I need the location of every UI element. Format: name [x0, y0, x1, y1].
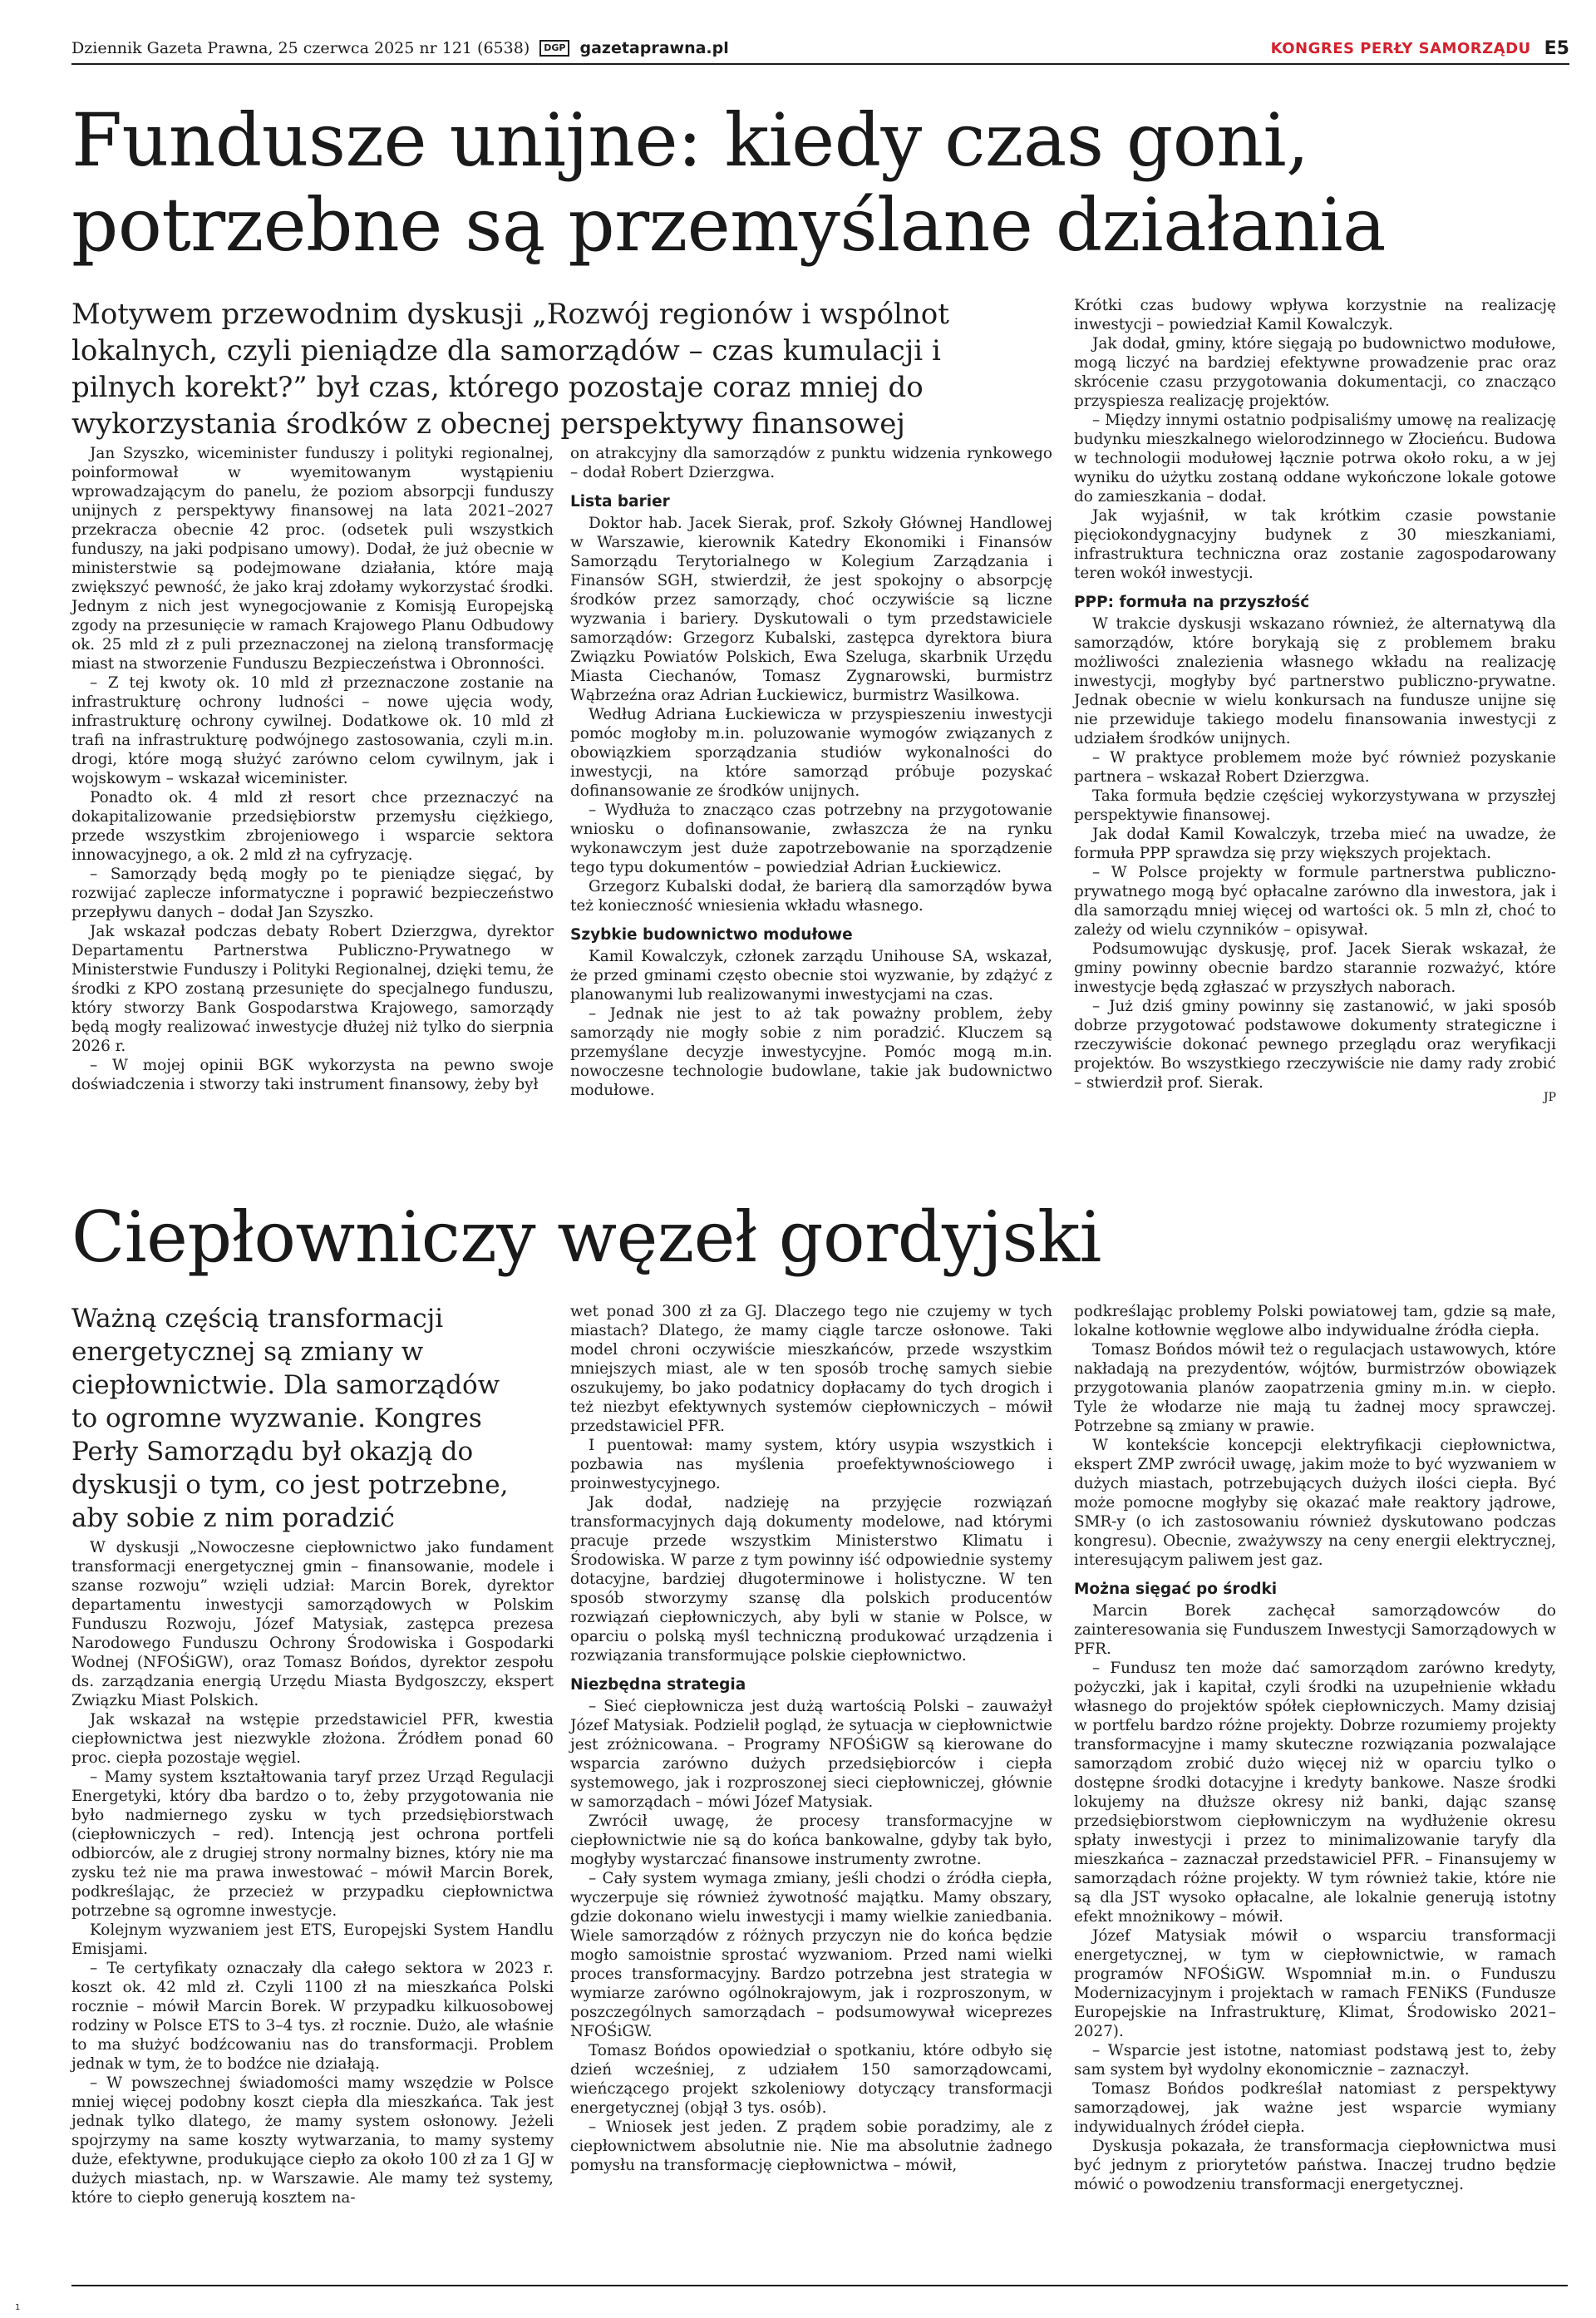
- subheading-budownictwo: Szybkie budownictwo modułowe: [570, 926, 853, 944]
- subheading-lista-barier: Lista barier: [570, 493, 670, 510]
- paragraph: Kolejnym wyzwaniem jest ETS, Europejski System Handlu Emisjami.: [71, 1921, 554, 1958]
- author-signature: JP: [1543, 1091, 1556, 1104]
- paragraph: Jak wskazał na wstępie przedstawiciel PFR, kwestia ciepłownictwa jest niezwykle złożona. Źródłem ponad 60 proc. ciepła pozostaje węgiel.: [71, 1711, 554, 1767]
- bottom-rule: [71, 2285, 1568, 2286]
- article2-column-2: [570, 1302, 1052, 2175]
- paragraph: Tomasz Bońdos podkreślał natomiast z perspektywy samorządowej, jak ważne jest wsparcie wymiany indywidualnych źródeł ciepła.: [1074, 2080, 1556, 2136]
- paragraph: Taka formuła będzie częściej wykorzystywana w przyszłej perspektywie finansowej.: [1074, 787, 1556, 824]
- paragraph: Marcin Borek zachęcał samorządowców do zainteresowania się Funduszem Inwestycji Samorządowych w PFR.: [1074, 1602, 1556, 1658]
- paragraph: – Mamy system kształtowania taryf przez Urząd Regulacji Energetyki, który dba bardzo o to, żeby przygotowania nie było nadmiernego zysku w tych przedsiębiorstwach (ciepłowniczych – red). Intencją jest ochrona portfeli odbiorców, ale z drugiej strony normalny biznes, który nie ma zysku też nie ma prawa inwestować – mówił Marcin Borek, podkreślając, że przecież w przypadku ciepłownictwa potrzebne są ogromne inwestycje.: [71, 1768, 554, 1920]
- paragraph: Tomasz Bońdos mówił też o regulacjach ustawowych, które nakładają na prezydentów, wójtów, burmistrzów obowiązek przygotowania planów zaopatrzenia gminy m.in. w ciepło. Tyle że włodarze nie mają tu żadnej mocy sprawczej. Potrzebne są zmiany w prawie.: [1074, 1341, 1556, 1435]
- paragraph: – Z tej kwoty ok. 10 mld zł przeznaczone zostanie na infrastrukturę ochrony ludności – nowe ujęcia wody, infrastrukturę ochrony cywilnej. Dodatkowe ok. 10 mld zł trafi na infrastrukturę podwójnego zastosowania, czyli m.in. drogi, które mogą służyć zarówno celom cywilnym, jak i wojskowym – wskazał wiceminister.: [71, 674, 554, 787]
- paragraph: Jak dodał, nadzieję na przyjęcie rozwiązań transformacyjnych dają dokumenty modelowe, nad którymi pracuje przede wszystkim Ministerstwo Klimatu i Środowiska. W parze z tym powinny iść odpowiednie systemy dotacyjne, bardziej długoterminowe i holistyczne. W ten sposób stworzymy szansę dla polskich producentów rozwiązań ciepłowniczych, aby byli w stanie w Polsce, w oparciu o polską myśl techniczną produkować urządzenia i rozwiązania transformujące polskie ciepłownictwo.: [570, 1494, 1052, 1665]
- paragraph: Jak wskazał podczas debaty Robert Dzierzgwa, dyrektor Departamentu Partnerstwa Publiczno-Prywatnego w Ministerstwie Funduszy i Polityki Regionalnej, dzięki temu, że środki z KPO zostaną przesunięte do specjalnego funduszu, który stworzy Bank Gospodarstwa Krajowego, samorządy będą mogły realizować inwestycje dłużej niż tylko do sierpnia 2026 r.: [71, 923, 554, 1055]
- paragraph: – Między innymi ostatnio podpisaliśmy umowę na realizację budynku mieszkalnego wielorodzinnego w Złocieńcu. Budowa w technologii modułowej łącznie potrwa około roku, a w jej wyniku do użytku zostaną oddane wykończone lokale gotowe do zamieszkania – dodał.: [1074, 412, 1556, 506]
- paragraph: Jak dodał, gminy, które sięgają po budownictwo modułowe, mogą liczyć na bardziej efektywne prowadzenie prac oraz skrócenie czasu przygotowania dokumentacji, co znacząco przyspiesza realizację projektów.: [1074, 335, 1556, 410]
- article1-column-2: [570, 444, 1052, 1100]
- paragraph: Zwrócił uwagę, że procesy transformacyjne w ciepłownictwie nie są do końca bankowalne, gdyby tak było, mogłyby wystarczać finansowe instrumenty zwrotne.: [570, 1812, 1052, 1868]
- article2-lead: Ważną częścią transformacji energetycznej są zmiany w ciepłownictwie. Dla samorządów to ogromne wyzwanie. Kongres Perły Samorządu był okazją do dyskusji o tym, co jest potrzebne, aby sobie z nim poradzić: [71, 1304, 509, 1533]
- paragraph: Grzegorz Kubalski dodał, że barierą dla samorządów bywa też konieczność wniesienia wkładu własnego.: [570, 878, 1052, 915]
- page-corner-mark: 1: [15, 2303, 21, 2312]
- subheading-ppp: PPP: formuła na przyszłość: [1074, 594, 1310, 611]
- article1-column-3: [1074, 296, 1556, 1104]
- article2-column-1: [71, 1538, 554, 2207]
- subheading-strategia: Niezbędna strategia: [570, 1676, 746, 1694]
- paragraph: – W mojej opinii BGK wykorzysta na pewno swoje doświadczenia i stworzy taki instrument finansowy, żeby był: [71, 1057, 554, 1093]
- paragraph: Krótki czas budowy wpływa korzystnie na realizację inwestycji – powiedział Kamil Kowalczyk.: [1074, 297, 1556, 333]
- paragraph: – W powszechnej świadomości mamy wszędzie w Polsce mniej więcej podobny koszt ciepła dla mieszkańca. Tak jest jednak tylko dlatego, że mamy system osłonowy. Jeżeli spojrzymy na same koszty wytwarzania, to mamy systemy duże, efektywne, produkujące ciepło za około 100 zł za 1 GJ w dużych miastach, np. w Warszawie. Ale mamy też systemy, które to ciepło generują kosztem na-: [71, 2074, 554, 2207]
- paragraph: Józef Matysiak mówił o wsparciu transformacji energetycznej, w tym w ciepłownictwie, w ramach programów NFOŚiGW. Wspomniał m.in. o Funduszu Modernizacyjnym i projektach w ramach FENiKS (Fundusze Europejskie na Infrastrukturę, Klimat, Środowisko 2021–2027).: [1074, 1927, 1556, 2040]
- paragraph: on atrakcyjny dla samorządów z punktu widzenia rynkowego – dodał Robert Dzierzgwa.: [570, 445, 1052, 481]
- paragraph: wet ponad 300 zł za GJ. Dlaczego tego nie czujemy w tych miastach? Dlatego, że mamy ciągle tarcze osłonowe. Taki model chroni oczywiście mieszkańców, przede wszystkim mniejszych miast, ale w ten sposób trochę samych siebie oszukujemy, bo jako podatnicy dopłacamy do tych drogich i też niezbyt efektywnych systemów ciepłowniczych – mówił przedstawiciel PFR.: [570, 1303, 1052, 1435]
- paragraph: – Jednak nie jest to aż tak poważny problem, żeby samorządy nie mogły sobie z nim poradzić. Kluczem są przemyślane decyzje inwestycyjne. Pomóc mogą m.in. nowoczesne technologie budowlane, takie jak budownictwo modułowe.: [570, 1005, 1052, 1099]
- paragraph: – Już dziś gminy powinny się zastanowić, w jaki sposób dobrze przygotować podstawowe dokumenty strategiczne i rzeczywiście dokonać pewnego przeglądu oraz weryfikacji projektów. Bo wszystkiego rzeczywiście nie damy rady zrobić – stwierdził prof. Sierak.: [1074, 998, 1556, 1092]
- paragraph: – Sieć ciepłownicza jest dużą wartością Polski – zauważył Józef Matysiak. Podzielił pogląd, że sytuacja w ciepłownictwie jest zróżnicowana. – Programy NFOŚiGW są kierowane do wsparcia zarówno dużych przedsiębiorców i ciepła systemowego, jak i rozproszonej sieci ciepłowniczej, głównie w samorządach – mówi Józef Matysiak.: [570, 1698, 1052, 1811]
- section-name: KONGRES PERŁY SAMORZĄDU: [1270, 39, 1531, 57]
- paragraph: – Wsparcie jest istotne, natomiast podstawą jest to, żeby sam system był wydolny ekonomicznie – zaznaczył.: [1074, 2042, 1556, 2079]
- subheading-srodki: Można sięgać po środki: [1074, 1581, 1278, 1598]
- page-header: [71, 33, 1569, 65]
- article1-column-1: [71, 444, 554, 1094]
- paragraph: – W praktyce problemem może być również pozyskanie partnera – wskazał Robert Dzierzgwa.: [1074, 749, 1556, 786]
- paragraph: – Wydłuża to znacząco czas potrzebny na przygotowanie wniosku o dofinansowanie, zwłaszcza że na rynku wykonawczym jest duże zapotrzebowanie na sporządzenie tego typu dokumentów – powiedział Adrian Łuckiewicz.: [570, 801, 1052, 876]
- page-number: E5: [1544, 37, 1569, 59]
- paragraph: – Te certyfikaty oznaczały dla całego sektora w 2023 r. koszt ok. 42 mld zł. Czyli 1100 zł na mieszkańca Polski rocznie – mówił Marcin Borek. W przypadku kilkuosobowej rodziny w Polsce ETS to 3–4 tys. zł rocznie. Dużo, ale właśnie to ma służyć bodźcowaniu nas do transformacji. Problem jednak w tym, że to bodźce nie działają.: [71, 1960, 554, 2073]
- paragraph: Doktor hab. Jacek Sierak, prof. Szkoły Głównej Handlowej w Warszawie, kierownik Katedry Ekonomiki i Finansów Samorządu Terytorialnego w Kolegium Zarządzania i Finansów SGH, stwierdził, że jest spokojny o absorpcję środków przez samorządy, choć oczywiście są liczne wyzwania i bariery. Dyskutowali o tym przedstawiciele samorządów: Grzegorz Kubalski, zastępca dyrektora biura Związku Powiatów Polskich, Ewa Szeluga, skarbnik Urzędu Miasta Ciechanów, Tomasz Zygnarowski, burmistrz Wąbrzeźna oraz Adrian Łuckiewicz, burmistrz Wasilkowa.: [570, 515, 1052, 704]
- paragraph: – Cały system wymaga zmiany, jeśli chodzi o źródła ciepła, wyczerpuje się również żywotność majątku. Mamy obszary, gdzie dokonano wielu inwestycji i mamy wielkie zaniedbania. Wiele samorządów z różnych przyczyn nie do końca będzie mogło samoistnie sprostać wyzwaniom. Przed nami wielki proces transformacyjny. Bardzo potrzebna jest strategia w wymiarze zarówno ogólnokrajowym, jak i rozproszonym, w poszczególnych samorządach – podsumowywał wiceprezes NFOŚiGW.: [570, 1870, 1052, 2040]
- publication-info: Dziennik Gazeta Prawna, 25 czerwca 2025 nr 121 (6538): [71, 39, 530, 57]
- article2-headline: Ciepłowniczy węzeł gordyjski: [71, 1196, 1101, 1278]
- paragraph: Jak wyjaśnił, w tak krótkim czasie powstanie pięciokondygnacyjny budynek z 30 mieszkaniami, infrastruktura techniczna oraz zostanie zagospodarowany teren wokół inwestycji.: [1074, 507, 1556, 582]
- paragraph: – Wniosek jest jeden. Z prądem sobie poradzimy, ale z ciepłownictwem absolutnie nie. Nie ma absolutnie żadnego pomysłu na transformację ciepłownictwa – mówił,: [570, 2118, 1052, 2174]
- paragraph: W dyskusji „Nowoczesne ciepłownictwo jako fundament transformacji energetycznej gmin – finansowanie, modele i szanse rozwoju” wzięli udział: Marcin Borek, dyrektor departamentu inwestycji samorządowych w Polskim Funduszu Rozwoju, Józef Matysiak, zastępca prezesa Narodowego Funduszu Ochrony Środowiska i Gospodarki Wodnej (NFOŚiGW), oraz Tomasz Bońdos, dyrektor zespołu ds. zarządzania energią Urzędu Miasta Bydgoszczy, ekspert Związku Miast Polskich.: [71, 1539, 554, 1709]
- paragraph: – W Polsce projekty w formule partnerstwa publiczno-prywatnego mogą być opłacalne zarówno dla inwestora, jak i dla samorządu mniej więcej od wartości ok. 5 mln zł, choć to zależy od wielu czynników – opisywał.: [1074, 864, 1556, 939]
- paragraph: Kamil Kowalczyk, członek zarządu Unihouse SA, wskazał, że przed gminami często obecnie stoi wyzwanie, by zdążyć z planowanymi lub realizowanymi inwestycjami na czas.: [570, 948, 1052, 1004]
- paragraph: podkreślając problemy Polski powiatowej tam, gdzie są małe, lokalne kotłownie węglowe albo indywidualne źródła ciepła.: [1074, 1303, 1556, 1339]
- paragraph: Ponadto ok. 4 mld zł resort chce przeznaczyć na dokapitalizowanie przedsiębiorstw przemysłu ciężkiego, przede wszystkim zbrojeniowego i wsparcie sektora innowacyjnego, a ok. 2 mld zł na cyfryzację.: [71, 789, 554, 864]
- paragraph: Podsumowując dyskusję, prof. Jacek Sierak wskazał, że gminy powinny obecnie bardzo starannie rozważyć, które inwestycje będą zgłaszać w przyszłych naborach.: [1074, 940, 1556, 996]
- paragraph: Jak dodał Kamil Kowalczyk, trzeba mieć na uwadze, że formuła PPP sprawdza się przy większych projektach.: [1074, 826, 1556, 862]
- dgp-logo: DGP: [539, 40, 569, 57]
- paragraph: I puentował: mamy system, który usypia wszystkich i pozbawia nas myślenia proefektywnościowego i proinwestycyjnego.: [570, 1437, 1052, 1492]
- article1-lead: Motywem przewodnim dyskusji „Rozwój regionów i wspólnot lokalnych, czyli pieniądze dla samorządów – czas kumulacji i pilnych korekt?” był czas, którego pozostaje coraz mniej do wykorzystania środków z obecnej perspektywy finansowej: [71, 298, 949, 441]
- paragraph: W trakcie dyskusji wskazano również, że alternatywą dla samorządów, które borykają się z problemem braku możliwości znalezienia własnego wkładu na realizację inwestycji, mogłyby być partnerstwo publiczno-prywatne. Jednak obecnie w wielu konkursach na fundusze unijne się nie przewiduje takiego modelu finansowania inwestycji z udziałem środków unijnych.: [1074, 615, 1556, 747]
- paragraph: Jan Szyszko, wiceminister funduszy i polityki regionalnej, poinformował w wyemitowanym wystąpieniu wprowadzającym do panelu, że poziom absorpcji funduszy unijnych z perspektywy finansowej na lata 2021–2027 przekracza obecnie 42 proc. (odsetek puli wszystkich funduszy, na jaki podpisano umowy). Dodał, że już obecnie w ministerstwie są podejmowane działania, które mają zwiększyć pewność, że jako kraj zdołamy wykorzystać środki. Jednym z nich jest wynegocjowanie z Komisją Europejską zgody na przesunięcie w ramach Krajowego Planu Odbudowy ok. 25 mld zł z puli przeznaczonej na zieloną transformację miast na stworzenie Funduszu Bezpieczeństwa i Obronności.: [71, 445, 554, 673]
- article1-headline-line2: potrzebne są przemyślane działania: [71, 182, 1386, 268]
- paragraph: – Samorządy będą mogły po te pieniądze sięgać, by rozwijać zaplecze informatyczne i poprawić bezpieczeństwo przepływu danych – dodał Jan Szyszko.: [71, 866, 554, 921]
- paragraph: Według Adriana Łuckiewicza w przyspieszeniu inwestycji pomóc mogłoby m.in. poluzowanie wymogów związanych z obowiązkiem sporządzania studiów wykonalności do inwestycji, na które samorząd próbuje pozyskać dofinansowanie ze środków unijnych.: [570, 706, 1052, 800]
- header-right: [1271, 38, 1569, 59]
- article2-column-3: [1074, 1302, 1556, 2194]
- paragraph: Tomasz Bońdos opowiedział o spotkaniu, które odbyło się dzień wcześniej, z udziałem 150 samorządowcami, wieńczącego projekt szkoleniowy dotyczący transformacji energetycznej (objął 3 tys. osób).: [570, 2042, 1052, 2117]
- paragraph: W kontekście koncepcji elektryfikacji ciepłownictwa, ekspert ZMP zwrócił uwagę, jakim może to być wyzwaniem w dużych miastach, potrzebujących dużych ilości ciepła. Być może pomocne mogłyby się okazać małe reaktory jądrowe, SMR-y (o ich zastosowaniu również dyskutowano podczas kongresu). Obecnie, zważywszy na ceny energii elektrycznej, interesującym paliwem jest gaz.: [1074, 1437, 1556, 1569]
- article1-headline-line1: Fundusze unijne: kiedy czas goni,: [71, 97, 1309, 183]
- header-left: [71, 39, 729, 57]
- paragraph: – Fundusz ten może dać samorządom zarówno kredyty, pożyczki, jak i kapitał, czyli środki na uzupełnienie wkładu własnego do projektów spółek ciepłowniczych. Mamy dzisiaj w portfelu bardzo różne projekty. Dobrze rozumiemy projekty transformacyjne i mamy skuteczne rozwiązania pozwalające samorządom zrobić dużo więcej niż w oparciu tylko o dostępne środki dotacyjne i kredyty bankowe. Nasze środki lokujemy na dłuższe okresy niż banki, dając szansę przedsiębiorstwom ciepłowniczym na wydłużenie okresu spłaty inwestycji i przez to minimalizowanie taryfy dla mieszkańca – zaznaczał przedstawiciel PFR. – Finansujemy w samorządach różne projekty. W tym również takie, które nie są dla JST wysoko opłacalne, ale lokalnie generują istotny efekt mnożnikowy – mówił.: [1074, 1660, 1556, 1926]
- paragraph: Dyskusja pokazała, że transformacja ciepłownictwa musi być jednym z priorytetów państwa. Inaczej trudno będzie mówić o powodzeniu transformacji energetycznej.: [1074, 2138, 1556, 2193]
- website-link[interactable]: gazetaprawna.pl: [579, 39, 729, 57]
- article1-headline: [71, 98, 1568, 268]
